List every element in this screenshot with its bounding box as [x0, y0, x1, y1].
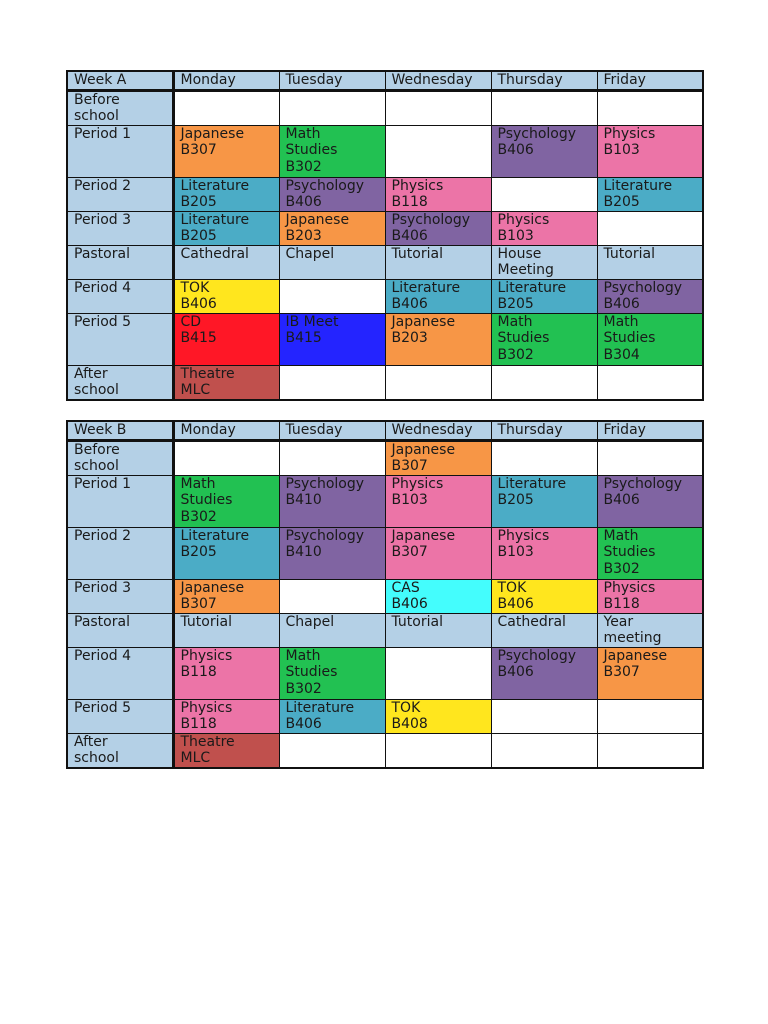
day-header-tuesday: Tuesday	[279, 421, 385, 440]
period-label: Period 4	[67, 647, 173, 699]
lesson-cell: Chapel	[279, 245, 385, 279]
lesson-cell: Literature B205	[491, 475, 597, 527]
period-label: Period 2	[67, 177, 173, 211]
day-header-thursday: Thursday	[491, 71, 597, 90]
lesson-cell	[597, 211, 703, 245]
lesson-cell	[385, 125, 491, 177]
lesson-cell: Cathedral	[491, 613, 597, 647]
lesson-cell: Chapel	[279, 613, 385, 647]
lesson-cell: Math Studies B302	[597, 527, 703, 579]
period-row	[67, 475, 703, 527]
lesson-cell	[279, 440, 385, 475]
lesson-cell: CD B415	[173, 313, 279, 365]
period-row	[67, 177, 703, 211]
lesson-cell: Physics B118	[385, 177, 491, 211]
lesson-cell	[597, 699, 703, 733]
period-row	[67, 125, 703, 177]
period-label: Period 3	[67, 579, 173, 613]
lesson-cell: Japanese B203	[279, 211, 385, 245]
day-header-wednesday: Wednesday	[385, 71, 491, 90]
period-row	[67, 647, 703, 699]
period-row	[67, 613, 703, 647]
lesson-cell: TOK B406	[491, 579, 597, 613]
lesson-cell: Physics B118	[173, 647, 279, 699]
lesson-cell	[491, 90, 597, 125]
day-header-friday: Friday	[597, 421, 703, 440]
period-row	[67, 365, 703, 400]
week-title: Week B	[67, 421, 173, 440]
lesson-cell: Literature B406	[385, 279, 491, 313]
lesson-cell: Math Studies B302	[491, 313, 597, 365]
lesson-cell	[491, 699, 597, 733]
lesson-cell: Tutorial	[173, 613, 279, 647]
lesson-cell	[385, 365, 491, 400]
lesson-cell	[385, 90, 491, 125]
period-label: Period 4	[67, 279, 173, 313]
week-title: Week A	[67, 71, 173, 90]
lesson-cell: Japanese B307	[385, 440, 491, 475]
day-header-thursday: Thursday	[491, 421, 597, 440]
period-row	[67, 211, 703, 245]
lesson-cell: Literature B205	[491, 279, 597, 313]
lesson-cell: Physics B118	[597, 579, 703, 613]
lesson-cell: Psychology B406	[597, 279, 703, 313]
lesson-cell: House Meeting	[491, 245, 597, 279]
period-row	[67, 279, 703, 313]
lesson-cell: Year meeting	[597, 613, 703, 647]
lesson-cell	[597, 365, 703, 400]
header-row	[67, 421, 703, 440]
lesson-cell: Psychology B410	[279, 475, 385, 527]
lesson-cell: Physics B103	[385, 475, 491, 527]
lesson-cell	[491, 365, 597, 400]
lesson-cell: Literature B205	[173, 177, 279, 211]
lesson-cell: Psychology B406	[491, 647, 597, 699]
period-label: Period 2	[67, 527, 173, 579]
day-header-tuesday: Tuesday	[279, 71, 385, 90]
period-label: Period 5	[67, 699, 173, 733]
period-label: Before school	[67, 90, 173, 125]
lesson-cell	[597, 733, 703, 768]
lesson-cell: Tutorial	[385, 245, 491, 279]
period-label: Pastoral	[67, 245, 173, 279]
lesson-cell: Theatre MLC	[173, 365, 279, 400]
period-row	[67, 90, 703, 125]
lesson-cell	[491, 733, 597, 768]
lesson-cell	[279, 279, 385, 313]
day-header-friday: Friday	[597, 71, 703, 90]
lesson-cell: Math Studies B304	[597, 313, 703, 365]
lesson-cell: Psychology B406	[597, 475, 703, 527]
lesson-cell: Tutorial	[597, 245, 703, 279]
lesson-cell: Tutorial	[385, 613, 491, 647]
period-label: Pastoral	[67, 613, 173, 647]
lesson-cell: CAS B406	[385, 579, 491, 613]
timetable-week-b	[66, 420, 704, 769]
lesson-cell: Psychology B410	[279, 527, 385, 579]
lesson-cell: Math Studies B302	[173, 475, 279, 527]
lesson-cell: Japanese B307	[385, 527, 491, 579]
lesson-cell	[279, 365, 385, 400]
lesson-cell: Japanese B307	[173, 579, 279, 613]
period-row	[67, 579, 703, 613]
period-row	[67, 440, 703, 475]
lesson-cell: TOK B408	[385, 699, 491, 733]
period-label: Before school	[67, 440, 173, 475]
lesson-cell: Japanese B203	[385, 313, 491, 365]
period-row	[67, 733, 703, 768]
lesson-cell: IB Meet B415	[279, 313, 385, 365]
lesson-cell	[491, 440, 597, 475]
lesson-cell: Math Studies B302	[279, 647, 385, 699]
lesson-cell: Japanese B307	[173, 125, 279, 177]
lesson-cell: Psychology B406	[491, 125, 597, 177]
lesson-cell	[385, 647, 491, 699]
lesson-cell	[385, 733, 491, 768]
lesson-cell	[597, 90, 703, 125]
lesson-cell	[279, 90, 385, 125]
period-label: Period 1	[67, 125, 173, 177]
period-label: Period 1	[67, 475, 173, 527]
lesson-cell	[173, 90, 279, 125]
day-header-wednesday: Wednesday	[385, 421, 491, 440]
lesson-cell: Physics B103	[491, 527, 597, 579]
timetable-week-a	[66, 70, 704, 401]
lesson-cell	[597, 440, 703, 475]
lesson-cell: Cathedral	[173, 245, 279, 279]
period-label: After school	[67, 365, 173, 400]
lesson-cell	[279, 579, 385, 613]
lesson-cell	[279, 733, 385, 768]
period-label: Period 3	[67, 211, 173, 245]
header-row	[67, 71, 703, 90]
day-header-monday: Monday	[173, 421, 279, 440]
day-header-monday: Monday	[173, 71, 279, 90]
period-row	[67, 527, 703, 579]
lesson-cell: Psychology B406	[279, 177, 385, 211]
lesson-cell: TOK B406	[173, 279, 279, 313]
lesson-cell: Japanese B307	[597, 647, 703, 699]
period-row	[67, 699, 703, 733]
period-label: Period 5	[67, 313, 173, 365]
lesson-cell: Literature B205	[173, 211, 279, 245]
period-row	[67, 313, 703, 365]
lesson-cell: Math Studies B302	[279, 125, 385, 177]
lesson-cell: Psychology B406	[385, 211, 491, 245]
lesson-cell: Physics B103	[491, 211, 597, 245]
lesson-cell: Literature B406	[279, 699, 385, 733]
lesson-cell: Physics B118	[173, 699, 279, 733]
lesson-cell	[173, 440, 279, 475]
period-row	[67, 245, 703, 279]
lesson-cell	[491, 177, 597, 211]
lesson-cell: Theatre MLC	[173, 733, 279, 768]
lesson-cell: Literature B205	[173, 527, 279, 579]
lesson-cell: Literature B205	[597, 177, 703, 211]
lesson-cell: Physics B103	[597, 125, 703, 177]
period-label: After school	[67, 733, 173, 768]
